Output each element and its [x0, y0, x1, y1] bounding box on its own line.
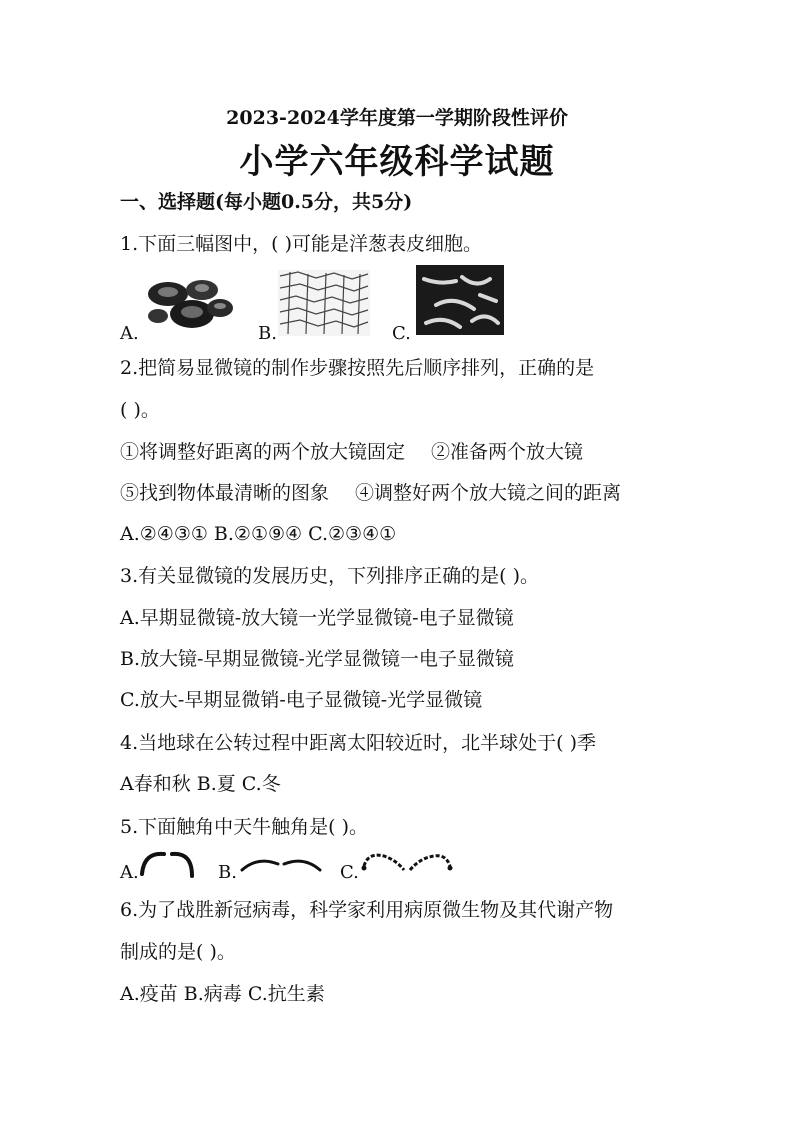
- q2-step-5: ⑤找到物体最清晰的图象: [120, 482, 330, 504]
- antenna-a-image: [138, 846, 198, 882]
- q2-step-row-2: [120, 481, 621, 505]
- q2-step-row-1: [120, 440, 583, 464]
- q5-option-a-label: A.: [120, 862, 139, 883]
- bacteria-image: [416, 265, 504, 335]
- question-2-stem-line2: ( )。: [120, 399, 160, 421]
- q3-option-a: A.早期显微镜-放大镜一光学显微镜-电子显微镜: [120, 607, 514, 629]
- q6-options: A.疫苗 B.病毒 C.抗生素: [120, 983, 325, 1005]
- exam-title: 小学六年级科学试题: [239, 142, 555, 182]
- exam-subtitle: 2023-2024学年度第一学期阶段性评价: [226, 107, 568, 129]
- q2-step-2: ②准备两个放大镜: [431, 441, 584, 463]
- onion-epidermis-image: [278, 270, 370, 336]
- question-5-stem: 5.下面触角中天牛触角是( )。: [120, 816, 368, 838]
- q2-step-4: ④调整好两个放大镜之间的距离: [355, 482, 622, 504]
- q2-options: A.②④③① B.②①⑨④ C.②③④①: [120, 523, 397, 545]
- question-6-stem-line1: 6.为了战胜新冠病毒，科学家利用病原微生物及其代谢产物: [120, 899, 614, 921]
- q1-option-c-label: C.: [392, 323, 411, 344]
- q5-option-c-label: C.: [340, 862, 359, 883]
- q4-options: A春和秋 B.夏 C.冬: [120, 773, 281, 795]
- question-1-stem: 1.下面三幅图中，( )可能是洋葱表皮细胞。: [120, 233, 482, 255]
- antenna-b-image: [240, 852, 322, 876]
- q3-option-b: B.放大镜-早期显微镜-光学显微镜一电子显微镜: [120, 648, 514, 670]
- q1-option-b-label: B.: [258, 323, 277, 344]
- section-heading: 一、选择题(每小题0.5分，共5分): [120, 191, 413, 213]
- question-3-stem: 3.有关显微镜的发展历史，下列排序正确的是( )。: [120, 565, 539, 587]
- q2-step-1: ①将调整好距离的两个放大镜固定: [120, 441, 406, 463]
- q5-option-b-label: B.: [218, 862, 237, 883]
- question-6-stem-line2: 制成的是( )。: [120, 941, 236, 963]
- question-4-stem: 4.当地球在公转过程中距离太阳较近时，北半球处于( )季: [120, 732, 596, 754]
- question-2-stem-line1: 2.把简易显微镜的制作步骤按照先后顺序排列，正确的是: [120, 357, 595, 379]
- q1-option-a-label: A.: [120, 323, 139, 344]
- red-blood-cells-image: [140, 268, 236, 334]
- q3-option-c: C.放大-早期显微销-电子显微镜-光学显微镜: [120, 689, 483, 711]
- longhorn-antenna-image: [360, 848, 454, 878]
